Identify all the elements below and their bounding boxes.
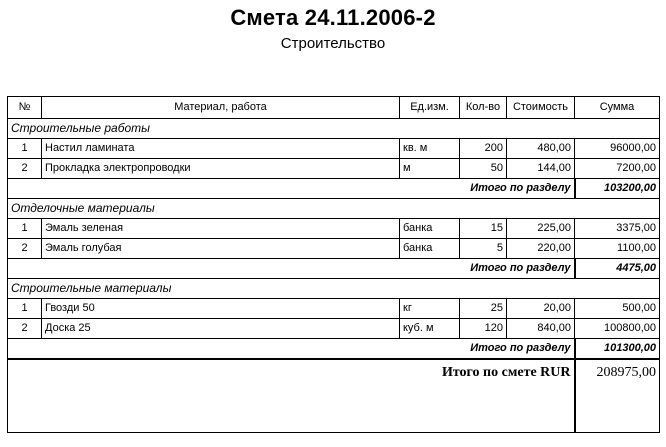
subtotal-value: 101300,00 (575, 339, 660, 360)
subtotal-label: Итого по разделу (8, 339, 575, 360)
header-sum: Сумма (575, 97, 660, 119)
row-material: Прокладка электропроводки (42, 159, 400, 179)
row-sum: 3375,00 (575, 219, 660, 239)
row-number: 2 (8, 159, 42, 179)
header-row (8, 97, 660, 119)
row-unit: банка (400, 219, 460, 239)
row-sum: 7200,00 (575, 159, 660, 179)
table-row (8, 319, 660, 339)
table-row (8, 239, 660, 259)
subtotal-row (8, 179, 660, 199)
table-row (8, 299, 660, 319)
subtotal-row (8, 259, 660, 279)
row-number: 1 (8, 299, 42, 319)
row-price: 220,00 (507, 239, 575, 259)
grand-total-value: 208975,00 (575, 359, 660, 433)
row-quantity: 5 (460, 239, 507, 259)
row-number: 1 (8, 139, 42, 159)
row-material: Гвозди 50 (42, 299, 400, 319)
row-price: 840,00 (507, 319, 575, 339)
section-header-row (8, 279, 660, 299)
row-quantity: 15 (460, 219, 507, 239)
header-unit: Ед.изм. (400, 97, 460, 119)
grand-total-row (8, 359, 660, 433)
row-price: 480,00 (507, 139, 575, 159)
header-material: Материал, работа (42, 97, 400, 119)
row-material: Эмаль зеленая (42, 219, 400, 239)
row-number: 1 (8, 219, 42, 239)
row-sum: 500,00 (575, 299, 660, 319)
row-price: 20,00 (507, 299, 575, 319)
row-quantity: 25 (460, 299, 507, 319)
table-row (8, 159, 660, 179)
row-unit: банка (400, 239, 460, 259)
row-material: Доска 25 (42, 319, 400, 339)
estimate-table (7, 96, 660, 433)
row-sum: 96000,00 (575, 139, 660, 159)
document-subtitle: Строительство (280, 35, 386, 52)
row-unit: кг (400, 299, 460, 319)
subtotal-label: Итого по разделу (8, 179, 575, 199)
section-title: Строительные материалы (8, 279, 660, 299)
estimate-table-body (8, 97, 660, 433)
row-material: Настил ламината (42, 139, 400, 159)
row-unit: куб. м (400, 319, 460, 339)
row-price: 144,00 (507, 159, 575, 179)
row-quantity: 200 (460, 139, 507, 159)
header-price: Стоимость (507, 97, 575, 119)
section-header-row (8, 199, 660, 219)
subtotal-row (8, 339, 660, 360)
row-quantity: 120 (460, 319, 507, 339)
row-sum: 100800,00 (575, 319, 660, 339)
row-price: 225,00 (507, 219, 575, 239)
subtotal-value: 103200,00 (575, 179, 660, 199)
table-row (8, 219, 660, 239)
grand-total-label: Итого по смете RUR (8, 359, 575, 433)
section-title: Отделочные материалы (8, 199, 660, 219)
document-title: Смета 24.11.2006-2 (230, 5, 436, 30)
table-row (8, 139, 660, 159)
subtotal-label: Итого по разделу (8, 259, 575, 279)
row-sum: 1100,00 (575, 239, 660, 259)
row-unit: кв. м (400, 139, 460, 159)
header-quantity: Кол-во (460, 97, 507, 119)
row-number: 2 (8, 319, 42, 339)
row-material: Эмаль голубая (42, 239, 400, 259)
row-unit: м (400, 159, 460, 179)
row-quantity: 50 (460, 159, 507, 179)
header-number: № (8, 97, 42, 119)
subtotal-value: 4475,00 (575, 259, 660, 279)
section-title: Строительные работы (8, 119, 660, 139)
row-number: 2 (8, 239, 42, 259)
section-header-row (8, 119, 660, 139)
